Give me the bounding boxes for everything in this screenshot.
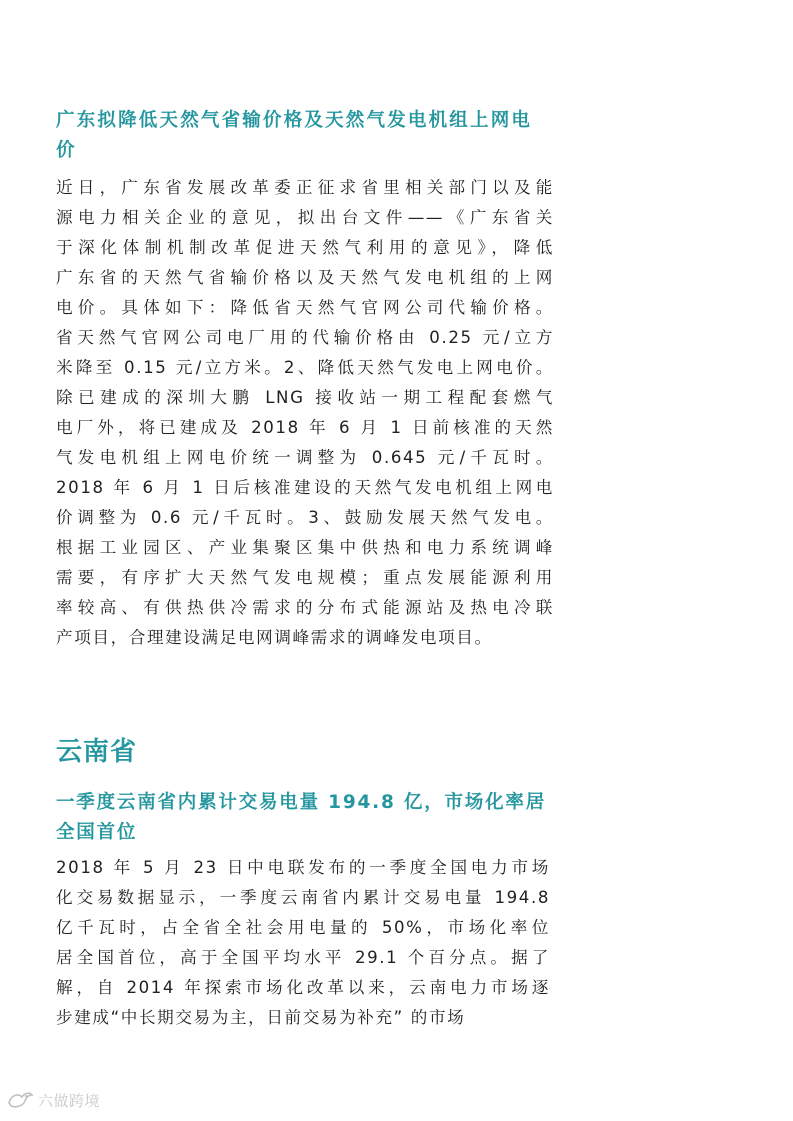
text-line: 价调整为 0.6 元/千瓦时。3、鼓励发展天然气发电。 [56, 508, 554, 527]
paragraph-guangdong [56, 173, 554, 653]
section-title-guangdong [56, 106, 556, 166]
title-line: 全国首位 [56, 822, 138, 843]
text-line: 解，自 2014 年探索市场化改革以来，云南电力市场逐 [56, 978, 550, 997]
paragraph-yunnan [56, 853, 550, 1033]
text-line: 于深化体制机制改革促进天然气利用的意见》，降低 [56, 238, 554, 257]
text-line: 根据工业园区、产业集聚区集中供热和电力系统调峰 [56, 538, 554, 557]
text-line: 广东省的天然气省输价格以及天然气发电机组的上网 [56, 268, 554, 287]
text-line: 米降至 0.15 元/立方米。2、降低天然气发电上网电价。 [56, 358, 554, 377]
region-heading-yunnan: 云南省 [56, 737, 138, 767]
text-line: 居全国首位，高于全国平均水平 29.1 个百分点。据了 [56, 948, 550, 967]
text-line: 电价。具体如下：降低省天然气官网公司代输价格。 [56, 298, 554, 317]
text-line: 气发电机组上网电价统一调整为 0.645 元/千瓦时。 [56, 448, 554, 467]
text-line: 产项目，合理建设满足电网调峰需求的调峰发电项目。 [56, 628, 493, 647]
title-line: 一季度云南省内累计交易电量 194.8 亿，市场化率居 [56, 792, 546, 813]
title-line: 广东拟降低天然气省输价格及天然气发电机组上网电 [56, 110, 533, 131]
text-line: 源电力相关企业的意见，拟出台文件——《广东省关 [56, 208, 554, 227]
text-line: 率较高、有供热供冷需求的分布式能源站及热电冷联 [56, 598, 554, 617]
text-line: 亿千瓦时，占全省全社会用电量的 50%，市场化率位 [56, 918, 550, 937]
title-line: 价 [56, 140, 77, 161]
text-line: 除已建成的深圳大鹏 LNG 接收站一期工程配套燃气 [56, 388, 554, 407]
text-line: 2018 年 5 月 23 日中电联发布的一季度全国电力市场 [56, 858, 550, 877]
text-line: 化交易数据显示，一季度云南省内累计交易电量 194.8 [56, 888, 550, 907]
section-title-yunnan [56, 788, 556, 848]
text-line: 电厂外，将已建成及 2018 年 6 月 1 日前核准的天然 [56, 418, 554, 437]
watermark-text: 六做跨境 [38, 1091, 101, 1110]
text-line: 步建成“中长期交易为主，日前交易为补充” 的市场 [56, 1008, 466, 1027]
text-line: 近日，广东省发展改革委正征求省里相关部门以及能 [56, 178, 554, 197]
watermark [6, 1089, 100, 1111]
text-line: 2018 年 6 月 1 日后核准建设的天然气发电机组上网电 [56, 478, 554, 497]
text-line: 需要，有序扩大天然气发电规模；重点发展能源利用 [56, 568, 554, 587]
bird-logo-icon [6, 1089, 34, 1111]
text-line: 省天然气官网公司电厂用的代输价格由 0.25 元/立方 [56, 328, 554, 347]
